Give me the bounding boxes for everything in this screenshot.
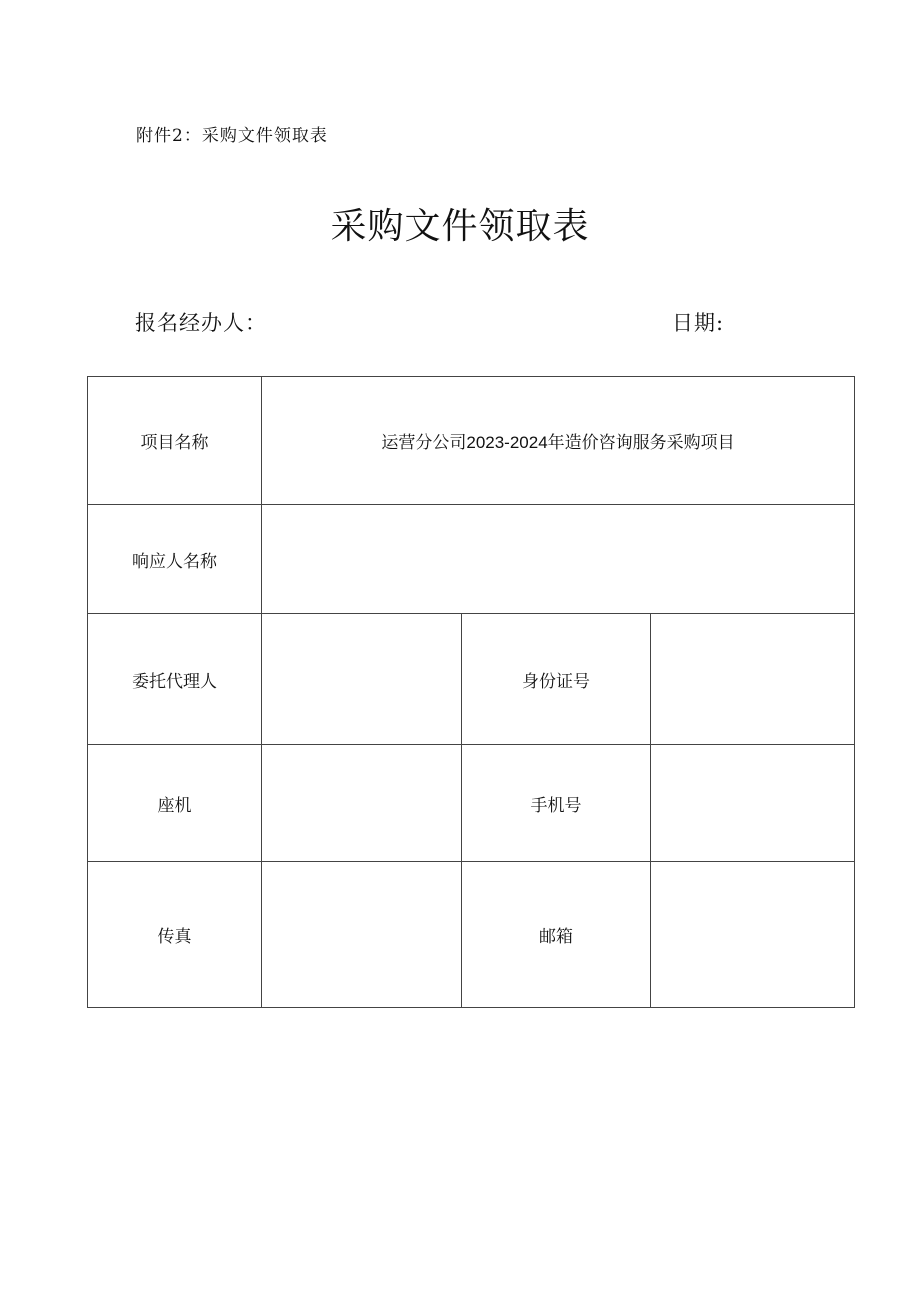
landline-field[interactable] bbox=[262, 745, 462, 862]
fax-label: 传真 bbox=[88, 862, 262, 1008]
table-row-project-name bbox=[88, 377, 855, 505]
agent-label: 委托代理人 bbox=[88, 614, 262, 745]
registrant-label: 报名经办人： bbox=[135, 311, 267, 335]
attachment-label: 附件2：采购文件领取表 bbox=[136, 126, 328, 146]
table-row-agent bbox=[88, 614, 855, 745]
project-name-value[interactable]: 运营分公司2023-2024年造价咨询服务采购项目 bbox=[262, 377, 855, 505]
respondent-name-field[interactable] bbox=[262, 505, 855, 614]
table-row-respondent-name bbox=[88, 505, 855, 614]
page-title: 采购文件领取表 bbox=[330, 206, 590, 247]
mobile-label: 手机号 bbox=[462, 745, 651, 862]
fax-field[interactable] bbox=[262, 862, 462, 1008]
procurement-form-table bbox=[87, 376, 855, 1008]
id-number-field[interactable] bbox=[651, 614, 855, 745]
landline-label: 座机 bbox=[88, 745, 262, 862]
table-row-fax bbox=[88, 862, 855, 1008]
email-field[interactable] bbox=[651, 862, 855, 1008]
agent-field[interactable] bbox=[262, 614, 462, 745]
id-number-label: 身份证号 bbox=[462, 614, 651, 745]
respondent-name-label: 响应人名称 bbox=[88, 505, 262, 614]
table-row-landline bbox=[88, 745, 855, 862]
date-label: 日期: bbox=[672, 311, 725, 335]
email-label: 邮箱 bbox=[462, 862, 651, 1008]
mobile-field[interactable] bbox=[651, 745, 855, 862]
project-name-label: 项目名称 bbox=[88, 377, 262, 505]
